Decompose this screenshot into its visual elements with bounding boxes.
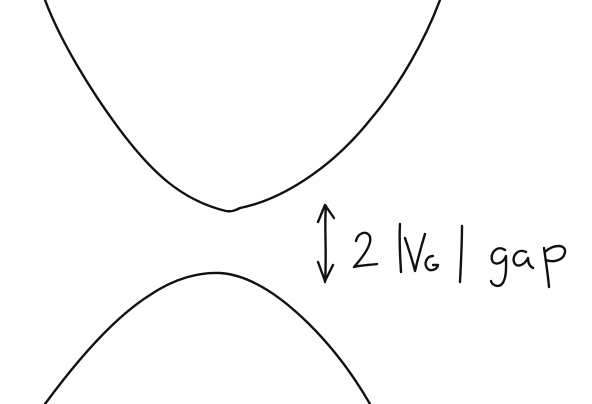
upper-band-curve [45, 0, 440, 211]
gap-label-symbol-glyph [405, 234, 425, 271]
lower-band-curve [45, 273, 370, 404]
glyph-p [544, 246, 565, 287]
gap-label-subscript-glyph [426, 256, 438, 270]
abs-bar-right [460, 226, 462, 282]
glyph-a [514, 251, 533, 268]
glyph-g [491, 248, 506, 286]
gap-arrow-shaft [325, 206, 326, 282]
gap-label-factor-glyph [354, 233, 377, 267]
gap-arrow [318, 205, 334, 282]
abs-bar-left [400, 224, 401, 272]
gap-word-glyphs [491, 246, 565, 287]
